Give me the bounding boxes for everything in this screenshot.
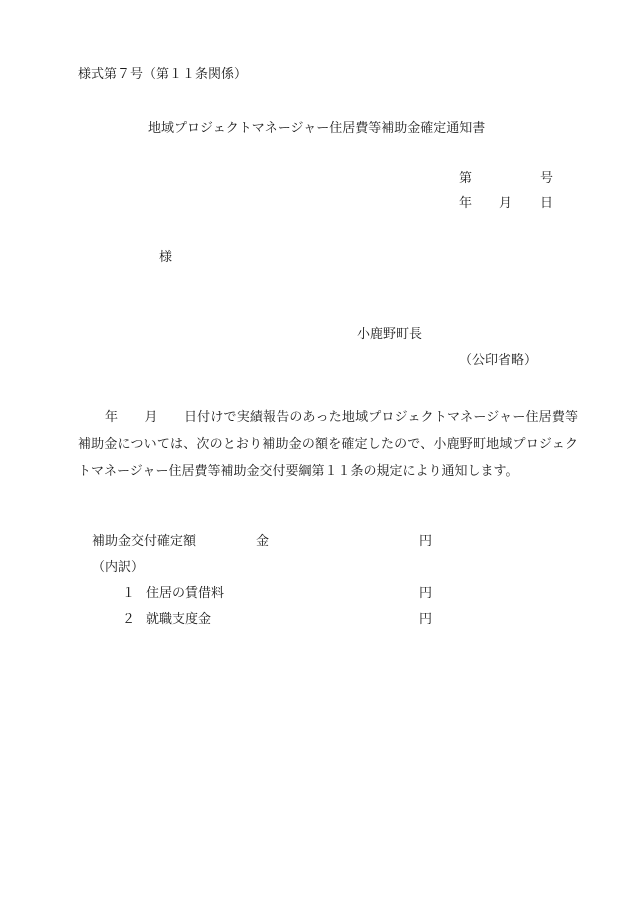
date-month-label: 月 (499, 196, 513, 211)
date-day-label: 日 (540, 196, 554, 211)
date-year-label: 年 (459, 196, 473, 211)
breakdown-item-number: ２ (122, 612, 136, 627)
breakdown-item-unit: 円 (419, 586, 433, 601)
breakdown-item-number: １ (122, 586, 136, 601)
document-title: 地域プロジェクトマネージャー住居費等補助金確定通知書 (148, 121, 486, 136)
sender-name: 小鹿野町長 (357, 327, 423, 342)
grant-amount-prefix: 金 (256, 534, 270, 549)
seal-omitted-note: （公印省略） (459, 353, 538, 368)
breakdown-item-unit: 円 (419, 612, 433, 627)
grant-amount-unit: 円 (419, 534, 433, 549)
breakdown-label: （内訳） (92, 560, 145, 575)
doc-number-label: 第 (459, 171, 473, 186)
recipient-honorific: 様 (159, 250, 173, 265)
breakdown-item-label: 就職支度金 (146, 612, 212, 627)
breakdown-item-label: 住居の賃借料 (146, 586, 225, 601)
doc-number-suffix: 号 (540, 171, 554, 186)
grant-amount-label: 補助金交付確定額 (92, 534, 197, 549)
notification-body: 年 月 日付けで実績報告のあった地域プロジェクトマネージャー住居費等補助金については、次のとおり補助金の額を確定したので、小鹿野町地域プロジェクトマネージャー住居費等補助金交付要綱第１１条の規定により通知します。 (78, 410, 578, 479)
form-number: 様式第７号（第１１条関係） (78, 67, 248, 82)
